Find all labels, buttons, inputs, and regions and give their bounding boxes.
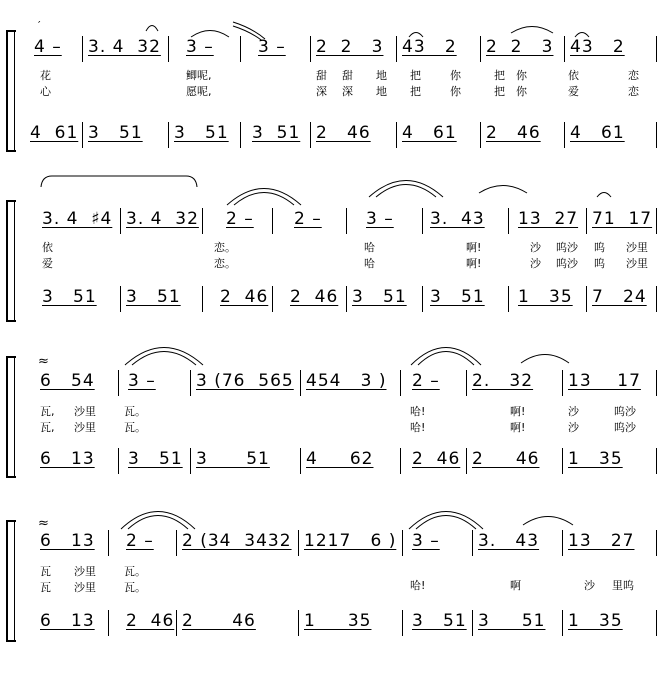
- lyric: 把: [494, 85, 505, 98]
- breath-mark: ′: [38, 19, 41, 32]
- lyric: 瓦。: [124, 565, 146, 578]
- barline: [176, 610, 177, 636]
- bass-measure: 3 51: [126, 287, 181, 307]
- lyric: 瓦: [40, 581, 51, 594]
- barline: [120, 286, 121, 312]
- system-1: [0, 20, 666, 160]
- lyric: 深: [316, 85, 327, 98]
- bass-line: [26, 284, 658, 310]
- barline: [82, 122, 83, 148]
- slur: [522, 508, 574, 526]
- bass-measure: 4 62: [306, 449, 374, 469]
- lyric: 把: [494, 69, 505, 82]
- lyric: 把: [410, 85, 421, 98]
- repeat-barline: [402, 530, 405, 556]
- barline: [118, 448, 119, 474]
- tie: [124, 336, 204, 366]
- barline: [240, 36, 241, 62]
- barline: [310, 122, 311, 148]
- barline: [300, 370, 301, 396]
- barline: [656, 286, 657, 312]
- lyric: 瓦。: [124, 405, 146, 418]
- lyric: 哈!: [410, 579, 426, 592]
- mordent-mark: ≈: [38, 354, 49, 369]
- lyric: 呜: [594, 257, 605, 270]
- slur: [510, 20, 554, 34]
- lyric: 瓦,: [40, 421, 55, 434]
- barline: [168, 122, 169, 148]
- barline: [272, 286, 273, 312]
- melody-measure: 6 13: [40, 531, 95, 551]
- bass-measure: 1 35: [304, 611, 372, 631]
- lyric: 呜沙: [556, 257, 578, 270]
- slur: [40, 172, 198, 188]
- melody-measure: 3. 4 32: [88, 37, 161, 57]
- melody-measure: 2 2 3: [316, 37, 384, 57]
- melody-measure: 43 2: [402, 37, 457, 57]
- barline: [656, 370, 657, 396]
- bass-line: [26, 120, 658, 146]
- slur: [478, 178, 528, 194]
- system-brace-line: [14, 200, 15, 322]
- melody-measure: 3 –: [186, 37, 214, 57]
- melody-measure: 2 –: [126, 531, 154, 551]
- barline: [190, 370, 191, 396]
- lyric: 呜沙: [614, 421, 636, 434]
- barline: [176, 530, 177, 556]
- barline: [346, 286, 347, 312]
- lyric: 沙里: [74, 421, 96, 434]
- bass-measure: 3 51: [412, 611, 467, 631]
- bass-measure: 3 51: [478, 611, 546, 631]
- melody-measure: 1217 6 ): [304, 531, 397, 551]
- bass-measure: 2 46: [472, 449, 540, 469]
- barline: [562, 530, 563, 556]
- melody-line: [26, 206, 658, 232]
- lyric: 瓦。: [124, 581, 146, 594]
- barline: [298, 530, 299, 556]
- lyric: 爱: [568, 85, 579, 98]
- system-brace-line: [14, 356, 15, 478]
- melody-measure: 3 (76 565: [196, 371, 294, 391]
- barline: [108, 530, 109, 556]
- melody-measure: 43 2: [570, 37, 625, 57]
- tie: [408, 500, 484, 530]
- bass-measure: 3 51: [174, 123, 229, 143]
- mordent-mark: ≈: [38, 516, 49, 531]
- barline: [586, 208, 587, 234]
- bass-measure: 2 46: [126, 611, 175, 631]
- barline: [202, 286, 203, 312]
- bass-measure: 1 35: [518, 287, 573, 307]
- bass-measure: 2 46: [412, 449, 461, 469]
- barline: [656, 208, 657, 234]
- lyric: 呜沙: [556, 241, 578, 254]
- lyric: 深: [342, 85, 353, 98]
- melody-measure: 3 –: [258, 37, 286, 57]
- lyric: 恋: [628, 85, 639, 98]
- lyric: 啊: [510, 579, 521, 592]
- barline: [298, 610, 299, 636]
- barline: [562, 610, 563, 636]
- melody-measure: 2 (34 3432: [182, 531, 292, 551]
- melody-measure: 2 –: [412, 371, 440, 391]
- lyric: 呜: [594, 241, 605, 254]
- melody-measure: 4 –: [34, 37, 62, 57]
- system-3: [0, 336, 666, 486]
- tie: [226, 178, 302, 206]
- lyric: 沙里: [74, 581, 96, 594]
- barline: [240, 122, 241, 148]
- barline: [564, 36, 565, 62]
- barline: [508, 208, 509, 234]
- melody-measure: 71 17: [592, 209, 653, 229]
- bass-measure: 2 46: [486, 123, 541, 143]
- barline: [346, 208, 347, 234]
- melody-measure: 6 54: [40, 371, 95, 391]
- bass-measure: 7 24: [592, 287, 647, 307]
- lyric: 沙里: [74, 565, 96, 578]
- bass-measure: 3 51: [252, 123, 301, 143]
- lyric: 依: [568, 69, 579, 82]
- bass-measure: 2 46: [220, 287, 269, 307]
- melody-line: [26, 34, 658, 60]
- tie: [120, 500, 196, 530]
- slur: [596, 188, 612, 198]
- barline: [108, 610, 109, 636]
- bass-measure: 3 51: [430, 287, 485, 307]
- lyric: 爱: [42, 257, 53, 270]
- barline: [118, 370, 119, 396]
- lyric: 你: [516, 85, 527, 98]
- bass-measure: 2 46: [290, 287, 339, 307]
- bass-measure: 3 51: [88, 123, 143, 143]
- lyric: 呜沙: [614, 405, 636, 418]
- bass-measure: 3 51: [128, 449, 183, 469]
- barline: [472, 610, 473, 636]
- melody-line: [26, 528, 658, 554]
- barline: [656, 530, 657, 556]
- lyric: 啊!: [510, 405, 526, 418]
- barline: [656, 36, 657, 62]
- barline: [168, 36, 169, 62]
- lyric: 沙: [530, 241, 541, 254]
- barline: [300, 448, 301, 474]
- barline: [508, 286, 509, 312]
- melody-line: [26, 368, 658, 394]
- barline: [422, 208, 423, 234]
- barline: [586, 286, 587, 312]
- lyric: 地: [376, 85, 387, 98]
- lyric: 啊!: [466, 257, 482, 270]
- lyric: 沙里: [74, 405, 96, 418]
- barline: [396, 36, 397, 62]
- melody-measure: 3 –: [128, 371, 156, 391]
- slur: [520, 346, 570, 364]
- melody-measure: 13 17: [568, 371, 641, 391]
- melody-measure: 3. 4 ♯4: [42, 209, 113, 229]
- lyric: 瓦。: [124, 421, 146, 434]
- barline: [190, 448, 191, 474]
- melody-measure: 2. 32: [472, 371, 534, 391]
- melody-measure: 2 2 3: [486, 37, 554, 57]
- bass-measure: 3 51: [196, 449, 270, 469]
- lyric: 甜: [342, 69, 353, 82]
- lyric: 沙: [568, 405, 579, 418]
- lyric: 瓦: [40, 565, 51, 578]
- bass-measure: 4 61: [30, 123, 79, 143]
- lyric: 哈: [364, 257, 375, 270]
- lyric: 瓦,: [40, 405, 55, 418]
- lyric: 沙: [530, 257, 541, 270]
- bass-measure: 3 51: [352, 287, 407, 307]
- barline: [656, 610, 657, 636]
- lyric: 沙里: [626, 241, 648, 254]
- lyric: 沙: [584, 579, 595, 592]
- melody-measure: 13 27: [518, 209, 579, 229]
- melody-measure: 2 –: [226, 209, 254, 229]
- barline: [202, 208, 203, 234]
- lyric: 花: [40, 69, 51, 82]
- lyric: 你: [516, 69, 527, 82]
- barline: [310, 36, 311, 62]
- barline: [562, 370, 563, 396]
- lyric: 心: [40, 85, 51, 98]
- tie: [368, 170, 444, 198]
- bass-measure: 4 61: [570, 123, 625, 143]
- lyric: 地: [376, 69, 387, 82]
- melody-measure: 2 –: [294, 209, 322, 229]
- bass-line: [26, 446, 658, 472]
- barline: [400, 448, 401, 474]
- barline: [82, 36, 83, 62]
- barline: [466, 370, 467, 396]
- bass-measure: 3 51: [42, 287, 97, 307]
- barline: [656, 448, 657, 474]
- bass-measure: 1 35: [568, 611, 623, 631]
- lyric: 鲫呢,: [186, 69, 212, 82]
- barline: [120, 208, 121, 234]
- lyric: 哈!: [410, 405, 426, 418]
- bass-measure: 2 46: [316, 123, 371, 143]
- lyric: 哈: [364, 241, 375, 254]
- lyric: 哈!: [410, 421, 426, 434]
- lyric: 沙: [568, 421, 579, 434]
- barline: [422, 286, 423, 312]
- barline: [656, 122, 657, 148]
- bass-measure: 4 61: [402, 123, 457, 143]
- bass-line: [26, 608, 658, 634]
- system-4: [0, 496, 666, 666]
- barline: [562, 448, 563, 474]
- slur: [145, 20, 159, 32]
- lyric: 依: [42, 241, 53, 254]
- barline: [480, 122, 481, 148]
- barline: [396, 122, 397, 148]
- lyric: 恋。: [214, 241, 236, 254]
- lyric: 你: [450, 69, 461, 82]
- lyric: 里呜: [612, 579, 634, 592]
- system-2: [0, 170, 666, 320]
- melody-measure: 454 3 ): [306, 371, 387, 391]
- bass-measure: 6 13: [40, 449, 95, 469]
- melody-measure: 3. 43: [478, 531, 540, 551]
- lyric: 愿呢,: [186, 85, 212, 98]
- barline: [466, 448, 467, 474]
- bass-measure: 2 46: [182, 611, 256, 631]
- bass-measure: 6 13: [40, 611, 95, 631]
- barline: [272, 208, 273, 234]
- lyric: 甜: [316, 69, 327, 82]
- system-brace-line: [14, 30, 15, 152]
- tie: [410, 336, 482, 366]
- system-brace-line: [14, 520, 15, 642]
- repeat-barline: [402, 610, 405, 636]
- barline: [564, 122, 565, 148]
- melody-measure: 3. 43: [430, 209, 485, 229]
- lyric: 把: [410, 69, 421, 82]
- melody-measure: 3 –: [366, 209, 394, 229]
- lyric: 沙里: [626, 257, 648, 270]
- bass-measure: 1 35: [568, 449, 623, 469]
- lyric: 你: [450, 85, 461, 98]
- barline: [480, 36, 481, 62]
- lyric: 恋。: [214, 257, 236, 270]
- melody-measure: 13 27: [568, 531, 635, 551]
- melody-measure: 3 –: [412, 531, 440, 551]
- melody-measure: 3. 4 32: [126, 209, 199, 229]
- lyric: 啊!: [510, 421, 526, 434]
- barline: [400, 370, 401, 396]
- lyric: 恋: [628, 69, 639, 82]
- lyric: 啊!: [466, 241, 482, 254]
- barline: [472, 530, 473, 556]
